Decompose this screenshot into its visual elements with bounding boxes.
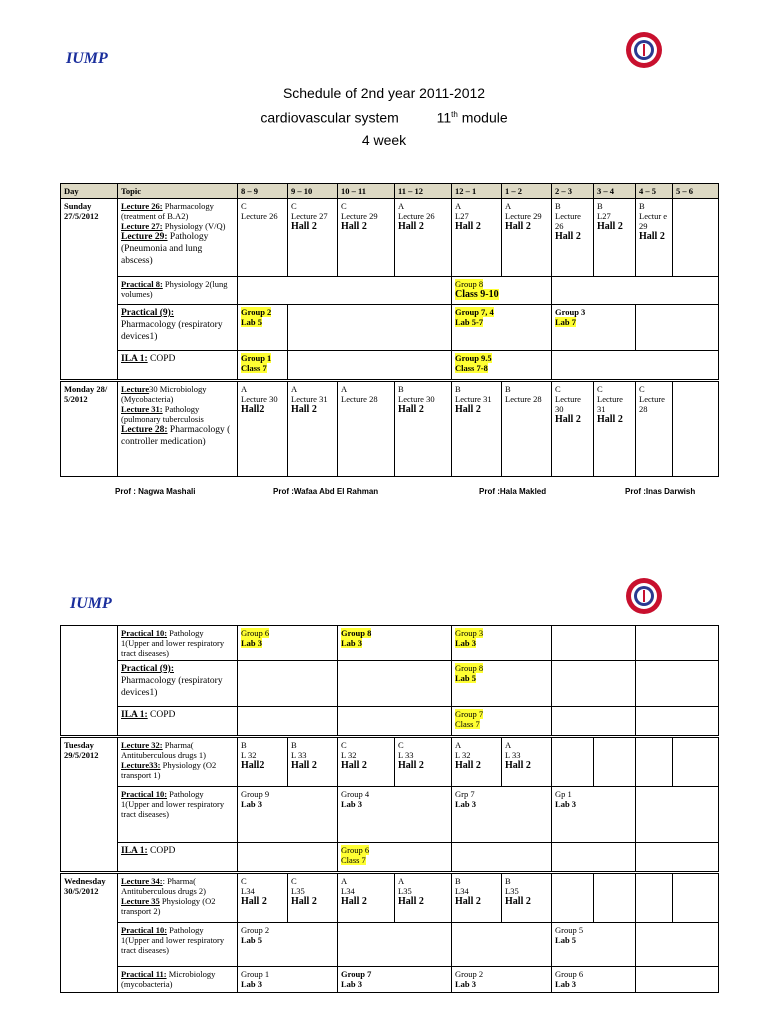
col-header: 8 – 9 <box>238 184 288 199</box>
schedule-table-page-1 <box>60 183 719 477</box>
topic-cell: Practical 10: Pathology 1(Upper and lower respiratory tract diseases) <box>118 787 238 843</box>
day-cell: Monday 28/ 5/2012 <box>61 381 118 477</box>
day-cell <box>61 626 118 737</box>
topic-cell: Practical 8: Physiology 2(lung volumes) <box>118 277 238 305</box>
slot-cell: A Lecture 28 <box>338 381 395 477</box>
col-header: 1 – 2 <box>502 184 552 199</box>
table-row <box>61 737 719 787</box>
slot-cell: Group 8 Lab 3 <box>338 626 452 661</box>
day-cell: Tuesday 29/5/2012 <box>61 737 118 873</box>
slot-cell: A Lecture 30 Hall2 <box>238 381 288 477</box>
slot-cell: Group 6 Lab 3 <box>238 626 338 661</box>
slot-cell: Group 1 Lab 3 <box>238 967 338 993</box>
slot-cell <box>673 381 719 477</box>
slot-cell: A L 33 Hall 2 <box>502 737 552 787</box>
topic-cell: Practical (9): Pharmacology (respiratory devices1) <box>118 661 238 707</box>
schedule-table-page-2 <box>60 625 719 993</box>
org-logo-text: IUMP <box>66 50 108 67</box>
col-header: 2 – 3 <box>552 184 594 199</box>
slot-cell: A Lecture 26 Hall 2 <box>395 199 452 277</box>
slot-cell: B L 33 Hall 2 <box>288 737 338 787</box>
table-row <box>61 661 719 707</box>
day-cell: Sunday 27/5/2012 <box>61 199 118 381</box>
slot-cell: Group 8 Class 9-10 <box>452 277 552 305</box>
table-row <box>61 707 719 737</box>
signature: Prof :Wafaa Abd El Rahman <box>273 487 379 496</box>
slot-cell: Group 7 Class 7 <box>452 707 552 737</box>
title-line-1: Schedule of 2nd year 2011-2012 <box>282 85 486 101</box>
slot-cell: B Lecture 28 <box>502 381 552 477</box>
slot-cell: Group 1 Class 7 <box>238 351 288 381</box>
slot-cell: Group 2 Lab 5 <box>238 305 288 351</box>
slot-cell: Group 7 Lab 3 <box>338 967 452 993</box>
slot-cell: B Lectur e 29 Hall 2 <box>636 199 673 277</box>
table-row <box>61 923 719 967</box>
slot-cell: A Lecture 31 Hall 2 <box>288 381 338 477</box>
col-header: Topic <box>118 184 238 199</box>
slot-cell: B Lecture 26 Hall 2 <box>552 199 594 277</box>
slot-cell: C Lecture 29 Hall 2 <box>338 199 395 277</box>
slot-cell: C Lecture 30 Hall 2 <box>552 381 594 477</box>
slot-cell: Group 2 Lab 5 <box>238 923 338 967</box>
slot-cell: Group 6 Class 7 <box>338 843 452 873</box>
slot-cell: Group 8 Lab 5 <box>452 661 552 707</box>
slot-cell: Group 2 Lab 3 <box>452 967 552 993</box>
university-seal-icon <box>624 30 664 70</box>
table-row <box>61 381 719 477</box>
table-row <box>61 626 719 661</box>
slot-cell: Gp 1 Lab 3 <box>552 787 636 843</box>
signature: Prof :Inas Darwish <box>625 487 696 496</box>
slot-cell: B L34 Hall 2 <box>452 873 502 923</box>
slot-cell: Group 4 Lab 3 <box>338 787 452 843</box>
table-row <box>61 843 719 873</box>
slot-cell: A L 32 Hall 2 <box>452 737 502 787</box>
col-header: 3 – 4 <box>594 184 636 199</box>
slot-cell: B L35 Hall 2 <box>502 873 552 923</box>
slot-cell: A L27 Hall 2 <box>452 199 502 277</box>
topic-cell: Lecture 34:: Pharma( Antituberculous drugs 2) Lecture 35 Physiology (O2 transport 2) <box>118 873 238 923</box>
title-line-3: 4 week <box>361 131 407 148</box>
slot-cell <box>673 199 719 277</box>
slot-cell: C Lecture 27 Hall 2 <box>288 199 338 277</box>
table-row <box>61 199 719 277</box>
table-row <box>61 967 719 993</box>
slot-cell: B Lecture 30 Hall 2 <box>395 381 452 477</box>
col-header: 11 – 12 <box>395 184 452 199</box>
table-row <box>61 305 719 351</box>
topic-cell: Lecture 26: Pharmacology (treatment of B.A2) Lecture 27: Physiology (V/Q) Lecture 29: Pathology (Pneumonia and lung abscess) <box>118 199 238 277</box>
slot-cell: Group 5 Lab 5 <box>552 923 636 967</box>
slot-cell: Group 6 Lab 3 <box>552 967 636 993</box>
table-row <box>61 277 719 305</box>
table-row <box>61 787 719 843</box>
slot-cell: A L34 Hall 2 <box>338 873 395 923</box>
topic-cell: ILA 1: COPD <box>118 707 238 737</box>
slot-cell: Group 9 Lab 3 <box>238 787 338 843</box>
col-header: 5 – 6 <box>673 184 719 199</box>
slot-cell: C L 32 Hall 2 <box>338 737 395 787</box>
topic-cell: Practical (9): Pharmacology (respiratory devices1) <box>118 305 238 351</box>
slot-cell: B Lecture 31 Hall 2 <box>452 381 502 477</box>
university-seal-icon <box>624 576 664 616</box>
slot-cell: Group 9.5 Class 7-8 <box>452 351 552 381</box>
topic-cell: ILA 1: COPD <box>118 351 238 381</box>
page-title <box>0 82 768 151</box>
slot-cell: A Lecture 29 Hall 2 <box>502 199 552 277</box>
slot-cell: C L35 Hall 2 <box>288 873 338 923</box>
slot-cell: C L34 Hall 2 <box>238 873 288 923</box>
day-cell: Wednesday 30/5/2012 <box>61 873 118 993</box>
org-logo-text: IUMP <box>70 595 112 612</box>
slot-cell: Group 3 Lab 3 <box>452 626 552 661</box>
slot-cell: Group 3 Lab 7 <box>552 305 636 351</box>
topic-cell: Practical 11: Microbiology (mycobacteria) <box>118 967 238 993</box>
table-row <box>61 873 719 923</box>
slot-cell: Group 7, 4 Lab 5-7 <box>452 305 552 351</box>
col-header: 9 – 10 <box>288 184 338 199</box>
header-row <box>61 184 719 199</box>
signature: Prof : Nagwa Mashali <box>115 487 196 496</box>
col-header: 10 – 11 <box>338 184 395 199</box>
slot-cell: B L 32 Hall2 <box>238 737 288 787</box>
topic-cell: Practical 10: Pathology 1(Upper and lower respiratory tract diseases) <box>118 626 238 661</box>
topic-cell: Lecture30 Microbiology (Mycobacteria) Lecture 31: Pathology (pulmonary tuberculosis Lecture 28: Pharmacology ( controller medication) <box>118 381 238 477</box>
title-line-2: cardiovascular system 11th module <box>260 109 508 126</box>
slot-cell: B L27 Hall 2 <box>594 199 636 277</box>
signature: Prof :Hala Makled <box>479 487 547 496</box>
col-header: 12 – 1 <box>452 184 502 199</box>
table-row <box>61 351 719 381</box>
col-header: 4 – 5 <box>636 184 673 199</box>
topic-cell: Practical 10: Pathology 1(Upper and lower respiratory tract diseases) <box>118 923 238 967</box>
slot-cell: Grp 7 Lab 3 <box>452 787 552 843</box>
topic-cell: Lecture 32: Pharma( Antituberculous drugs 1) Lecture33: Physiology (O2 transport 1) <box>118 737 238 787</box>
slot-cell: C Lecture 26 <box>238 199 288 277</box>
col-header: Day <box>61 184 118 199</box>
slot-cell: A L35 Hall 2 <box>395 873 452 923</box>
slot-cell: C Lecture 28 <box>636 381 673 477</box>
slot-cell: C L 33 Hall 2 <box>395 737 452 787</box>
topic-cell: ILA 1: COPD <box>118 843 238 873</box>
slot-cell: C Lecture 31 Hall 2 <box>594 381 636 477</box>
